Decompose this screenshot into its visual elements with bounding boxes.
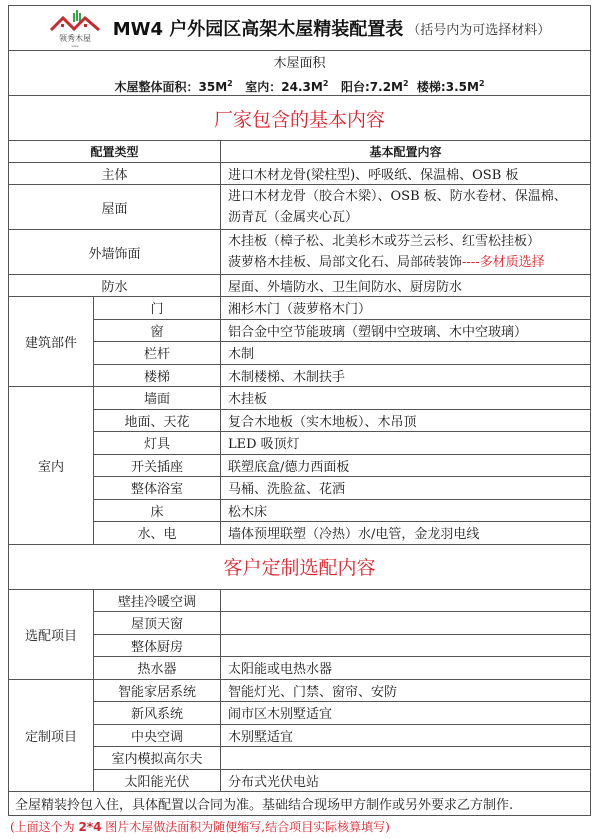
content-cell: 分布式光伏电站 <box>221 770 590 793</box>
sub-cell: 太阳能光伏 <box>94 770 221 793</box>
sub-cell: 新风系统 <box>94 702 221 725</box>
content-cell <box>221 185 590 230</box>
logo-house-icon <box>49 10 101 48</box>
sub-cell: 屋顶天窗 <box>94 612 221 635</box>
sub-cell: 水、电 <box>94 522 221 545</box>
note-prefix: (上面这个为 <box>10 820 79 834</box>
balcony-area-label: 阳台: <box>340 80 370 94</box>
multi-material-note: ----多材质选择 <box>462 255 545 270</box>
content-cell: 闹市区木别墅适宜 <box>221 702 590 725</box>
type-cell: 主体 <box>9 163 221 185</box>
area-values <box>9 74 590 97</box>
basic-grid <box>9 141 590 545</box>
content-cell: 进口木材龙骨(梁柱型)、呼吸纸、保温棉、OSB 板 <box>221 163 590 185</box>
content-cell: 太阳能或电热水器 <box>221 657 590 680</box>
svg-text:www: www <box>71 44 79 48</box>
content-cell: 墙体预埋联塑（冷热）水/电管，金龙羽电线 <box>221 522 590 545</box>
indoor-area-value: 24.3M <box>281 80 323 94</box>
balcony-area-value: 7.2M <box>369 80 403 94</box>
sub-cell: 窗 <box>94 320 221 343</box>
sub-cell: 墙面 <box>94 387 221 410</box>
content-text: 菠萝格木挂板、局部文化石、局部砖装饰 <box>228 255 463 270</box>
content-line: 进口木材龙骨（胶合木梁）、OSB 板、防水卷材、保温棉、 <box>228 189 567 204</box>
footer-text: 全屋精装拎包入住，具体配置以合同为准。基础结合现场甲方制作或另外要求乙方制作. <box>15 798 514 813</box>
content-cell: 铝合金中空节能玻璃（塑钢中空玻璃、木中空玻璃） <box>221 320 590 343</box>
sub-cell: 床 <box>94 500 221 523</box>
red-note <box>10 818 390 835</box>
note-suffix: 图片木屋做法面积为随便缩写,结合项目实际核算填写) <box>101 820 390 834</box>
group-cell: 建筑部件 <box>9 297 94 387</box>
area-row <box>9 51 590 96</box>
custom-grid <box>9 590 590 793</box>
content-cell <box>221 590 590 613</box>
content-cell: 联塑底盒/德力西面板 <box>221 455 590 478</box>
content-line: 木挂板（樟子松、北美杉木或芬兰云杉、红雪松挂板） <box>228 234 541 249</box>
page-subtitle: （括号内为可选择材料） <box>407 22 551 38</box>
sub-cell: 开关插座 <box>94 455 221 478</box>
stairs-area-label: 楼梯: <box>416 80 446 94</box>
content-cell: 木制 <box>221 342 590 365</box>
type-cell: 屋面 <box>9 185 221 230</box>
content-cell: 木制楼梯、木制扶手 <box>221 365 590 388</box>
total-area-value: 35M <box>198 80 228 94</box>
content-cell: 智能灯光、门禁、窗帘、安防 <box>221 680 590 703</box>
group-cell: 定制项目 <box>9 680 94 793</box>
sub-cell: 楼梯 <box>94 365 221 388</box>
title-row <box>9 6 590 51</box>
content-cell: 松木床 <box>221 500 590 523</box>
note-bold: 2*4 <box>78 820 102 834</box>
group-cell: 选配项目 <box>9 590 94 680</box>
content-cell <box>221 635 590 658</box>
unit-sup: 2 <box>478 79 485 88</box>
content-cell <box>221 230 590 275</box>
unit-sup: 2 <box>402 79 409 88</box>
svg-text:领秀木屋: 领秀木屋 <box>59 34 91 43</box>
type-cell: 防水 <box>9 275 221 297</box>
content-cell: 湘杉木门（菠萝格木门） <box>221 297 590 320</box>
content-cell: LED 吸顶灯 <box>221 432 590 455</box>
content-cell <box>221 747 590 770</box>
type-cell: 外墙饰面 <box>9 230 221 275</box>
sub-cell: 栏杆 <box>94 342 221 365</box>
sub-cell: 壁挂冷暖空调 <box>94 590 221 613</box>
group-cell: 室内 <box>9 387 94 545</box>
sub-cell: 门 <box>94 297 221 320</box>
content-line: 沥青瓦（金属夹心瓦） <box>228 210 359 225</box>
sub-cell: 整体浴室 <box>94 477 221 500</box>
content-cell: 屋面、外墙防水、卫生间防水、厨房防水 <box>221 275 590 297</box>
sub-cell: 室内模拟高尔夫 <box>94 747 221 770</box>
stairs-area-value: 3.5M <box>445 80 479 94</box>
unit-sup: 2 <box>322 79 329 88</box>
content-cell: 复合木地板（实木地板）、木吊顶 <box>221 410 590 433</box>
sub-cell: 热水器 <box>94 657 221 680</box>
content-cell: 木挂板 <box>221 387 590 410</box>
content-cell <box>221 612 590 635</box>
custom-section-title: 客户定制选配内容 <box>9 545 590 590</box>
total-area-label: 木屋整体面积： <box>114 80 199 94</box>
indoor-area-label: 室内： <box>245 80 282 94</box>
config-table <box>8 5 591 816</box>
col-header-content: 基本配置内容 <box>221 141 590 163</box>
sub-cell: 整体厨房 <box>94 635 221 658</box>
sub-cell: 地面、天花 <box>94 410 221 433</box>
sub-cell: 中央空调 <box>94 725 221 748</box>
basic-section-title: 厂家包含的基本内容 <box>9 96 590 141</box>
content-cell: 木别墅适宜 <box>221 725 590 748</box>
page-title: MW4 户外园区高架木屋精装配置表 <box>112 19 404 40</box>
unit-sup: 2 <box>227 79 233 88</box>
area-heading: 木屋面积 <box>273 56 326 71</box>
sub-cell: 智能家居系统 <box>94 680 221 703</box>
sub-cell: 灯具 <box>94 432 221 455</box>
content-line <box>228 252 545 273</box>
content-cell: 马桶、洗脸盆、花洒 <box>221 477 590 500</box>
col-header-type: 配置类型 <box>9 141 221 163</box>
